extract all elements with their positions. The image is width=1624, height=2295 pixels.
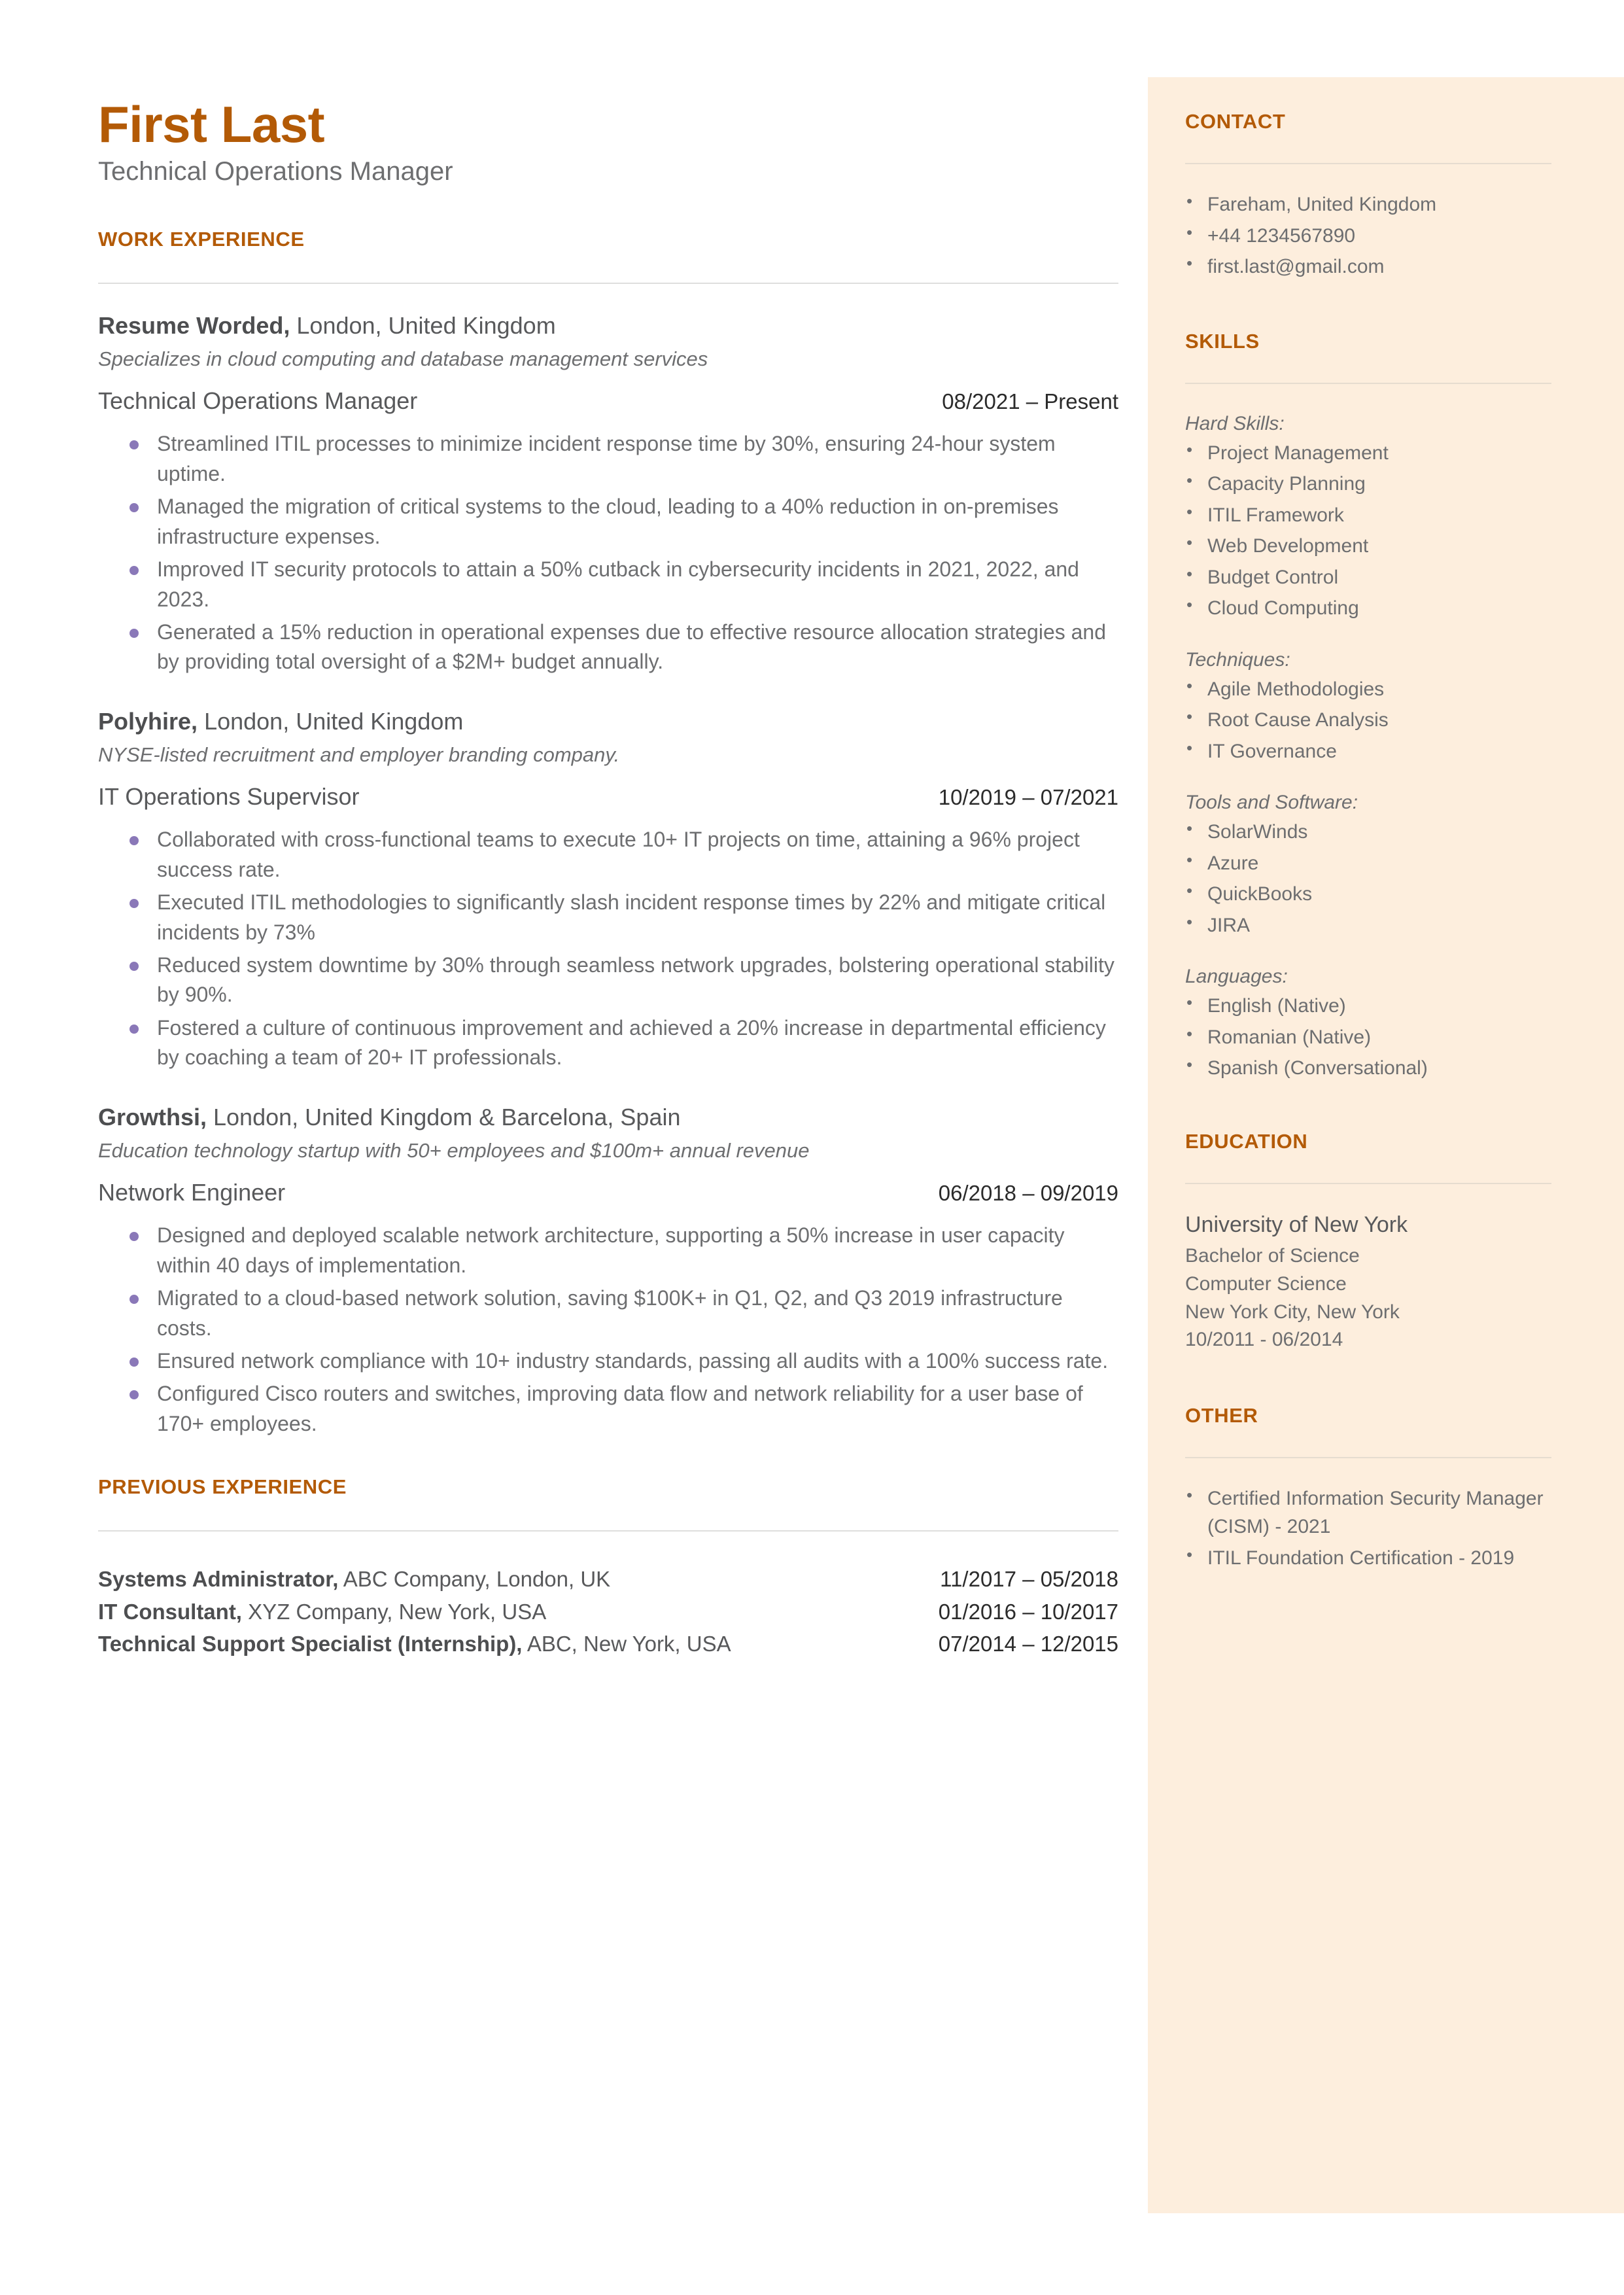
skills-group-tools-and-software <box>1185 789 1551 939</box>
company-line <box>98 310 1118 342</box>
languages-list <box>1185 992 1551 1083</box>
education-entry <box>1185 1210 1551 1354</box>
company-description: Education technology startup with 50+ employees and $100m+ annual revenue <box>98 1139 810 1163</box>
work-entry <box>98 310 1118 677</box>
contact-location: • Fareham, United Kingdom <box>1185 190 1551 219</box>
bullet-item: Designed and deployed scalable network architecture, supporting a 50% increase in user capacity within 40 days of implementation. <box>98 1221 1118 1280</box>
bullet-item: Managed the migration of critical systems to the cloud, leading to a 40% reduction in on-premises infrastructure expenses. <box>98 492 1118 552</box>
previous-role-title: Technical Support Specialist (Internship), <box>98 1632 523 1656</box>
section-heading-skills: SKILLS <box>1185 329 1260 353</box>
main-column <box>98 98 1118 1660</box>
previous-experience-row <box>98 1563 1118 1596</box>
skills-group-label: Hard Skills: <box>1185 412 1285 434</box>
section-heading-previous-experience: PREVIOUS EXPERIENCE <box>98 1475 347 1499</box>
job-dates: 08/2021 – Present <box>942 389 1118 414</box>
section-divider <box>1185 383 1551 384</box>
job-dates: 06/2018 – 09/2019 <box>938 1181 1118 1206</box>
company-description: Specializes in cloud computing and database management services <box>98 347 708 371</box>
skill-item: • Azure <box>1185 849 1551 878</box>
skill-item: • IT Governance <box>1185 737 1551 766</box>
spacer <box>1185 284 1551 330</box>
job-bullets <box>98 825 1118 1073</box>
job-title-row <box>98 387 1118 415</box>
job-title: IT Operations Supervisor <box>98 783 360 811</box>
skills-group-label: Tools and Software: <box>1185 792 1358 813</box>
skills-group-languages <box>1185 963 1551 1083</box>
skill-item: • Agile Methodologies <box>1185 675 1551 704</box>
section-divider <box>98 283 1118 284</box>
company-line <box>98 1102 1118 1134</box>
previous-experience-row <box>98 1628 1118 1660</box>
contact-email[interactable]: • first.last@gmail.com <box>1185 253 1551 281</box>
page-title: First Last <box>98 96 325 153</box>
job-dates: 10/2019 – 07/2021 <box>938 785 1118 810</box>
skill-item: • Cloud Computing <box>1185 594 1551 623</box>
company-description: NYSE-listed recruitment and employer branding company. <box>98 743 620 767</box>
skills-list <box>1185 439 1551 623</box>
section-heading-contact: CONTACT <box>1185 110 1286 133</box>
bullet-item: Streamlined ITIL processes to minimize incident response time by 30%, ensuring 24-hour system uptime. <box>98 429 1118 489</box>
previous-role-title: Systems Administrator, <box>98 1567 339 1592</box>
skill-item: • QuickBooks <box>1185 880 1551 909</box>
language-item: • Spanish (Conversational) <box>1185 1054 1551 1083</box>
language-item: • English (Native) <box>1185 992 1551 1021</box>
work-entry <box>98 706 1118 1073</box>
section-divider <box>1185 1457 1551 1458</box>
previous-role-dates: 01/2016 – 10/2017 <box>938 1599 1118 1624</box>
company-location: London, United Kingdom & Barcelona, Spain <box>207 1103 681 1130</box>
bullet-item: Reduced system downtime by 30% through seamless network upgrades, bolstering operational stability by 90%. <box>98 951 1118 1010</box>
section-divider <box>1185 1183 1551 1184</box>
previous-role-line <box>98 1596 546 1628</box>
bullet-item: Migrated to a cloud-based network solution, saving $100K+ in Q1, Q2, and Q3 2019 infrastructure costs. <box>98 1284 1118 1343</box>
certification-item: • Certified Information Security Manager (CISM) - 2021 <box>1185 1484 1551 1541</box>
company-location: London, United Kingdom <box>198 707 464 735</box>
bullet-item: Generated a 15% reduction in operational expenses due to effective resource allocation strategies and by providing total oversight of a $2M+ budget annually. <box>98 618 1118 677</box>
skill-item: • ITIL Framework <box>1185 501 1551 530</box>
previous-experience-row <box>98 1596 1118 1628</box>
previous-role-line <box>98 1563 610 1596</box>
education-field: Computer Science <box>1185 1272 1347 1295</box>
skill-item: • Root Cause Analysis <box>1185 706 1551 735</box>
section-heading-other: OTHER <box>1185 1403 1258 1427</box>
section-heading-education: EDUCATION <box>1185 1129 1308 1153</box>
skills-group-label: Techniques: <box>1185 648 1290 671</box>
spacer <box>1185 1380 1551 1404</box>
skill-item: • SolarWinds <box>1185 818 1551 847</box>
bullet-item: Ensured network compliance with 10+ industry standards, passing all audits with a 100% success rate. <box>98 1346 1118 1376</box>
education-location: New York City, New York <box>1185 1301 1400 1323</box>
language-item: • Romanian (Native) <box>1185 1023 1551 1052</box>
spacer <box>1185 1106 1551 1130</box>
other-list <box>1185 1484 1551 1573</box>
previous-role-detail: XYZ Company, New York, USA <box>241 1599 547 1624</box>
bullet-item: Fostered a culture of continuous improvement and achieved a 20% increase in departmental efficiency by coaching a team of 20+ IT professionals. <box>98 1013 1118 1073</box>
section-divider <box>98 1530 1118 1532</box>
previous-role-dates: 11/2017 – 05/2018 <box>940 1567 1118 1592</box>
previous-role-title: IT Consultant, <box>98 1599 242 1624</box>
section-divider <box>1185 163 1551 164</box>
job-title-row <box>98 783 1118 811</box>
skill-item: • Project Management <box>1185 439 1551 468</box>
previous-experience-section <box>98 1475 1118 1660</box>
headline: Technical Operations Manager <box>98 156 453 186</box>
bullet-item: Collaborated with cross-functional teams to execute 10+ IT projects on time, attaining a 96% project success rate. <box>98 825 1118 885</box>
bullet-item: Configured Cisco routers and switches, improving data flow and network reliability for a user base of 170+ employees. <box>98 1379 1118 1439</box>
company-line <box>98 706 1118 738</box>
previous-role-detail: ABC, New York, USA <box>522 1632 731 1656</box>
company-name: Growthsi, <box>98 1103 207 1130</box>
skills-list <box>1185 675 1551 766</box>
skills-group-label: Languages: <box>1185 966 1288 987</box>
skill-item: • JIRA <box>1185 911 1551 940</box>
section-heading-work-experience: WORK EXPERIENCE <box>98 227 305 251</box>
previous-role-detail: ABC Company, London, UK <box>338 1567 611 1592</box>
education-dates: 10/2011 - 06/2014 <box>1185 1329 1343 1351</box>
skill-item: • Budget Control <box>1185 563 1551 592</box>
job-title: Technical Operations Manager <box>98 387 418 415</box>
previous-role-dates: 07/2014 – 12/2015 <box>938 1632 1118 1656</box>
education-degree: Bachelor of Science <box>1185 1245 1360 1267</box>
education-school: University of New York <box>1185 1212 1408 1237</box>
job-bullets <box>98 429 1118 677</box>
certification-item: • ITIL Foundation Certification - 2019 <box>1185 1544 1551 1573</box>
company-name: Resume Worded, <box>98 311 290 339</box>
contact-phone[interactable]: • +44 1234567890 <box>1185 222 1551 251</box>
company-name: Polyhire, <box>98 707 198 735</box>
skills-group-hard-skills <box>1185 410 1551 623</box>
job-bullets <box>98 1221 1118 1439</box>
job-title: Network Engineer <box>98 1179 286 1206</box>
sidebar <box>1185 110 1551 1575</box>
skills-list <box>1185 818 1551 939</box>
bullet-item: Improved IT security protocols to attain a 50% cutback in cybersecurity incidents in 2021, 2022, and 2023. <box>98 555 1118 614</box>
skills-group-techniques <box>1185 646 1551 766</box>
job-title-row <box>98 1179 1118 1206</box>
skill-item: • Capacity Planning <box>1185 470 1551 499</box>
work-entry <box>98 1102 1118 1439</box>
skill-item: • Web Development <box>1185 532 1551 561</box>
bullet-item: Executed ITIL methodologies to significantly slash incident response times by 22% and mitigate critical incidents by 73% <box>98 888 1118 947</box>
contact-list <box>1185 190 1551 281</box>
company-location: London, United Kingdom <box>290 311 556 339</box>
previous-role-line <box>98 1628 731 1660</box>
